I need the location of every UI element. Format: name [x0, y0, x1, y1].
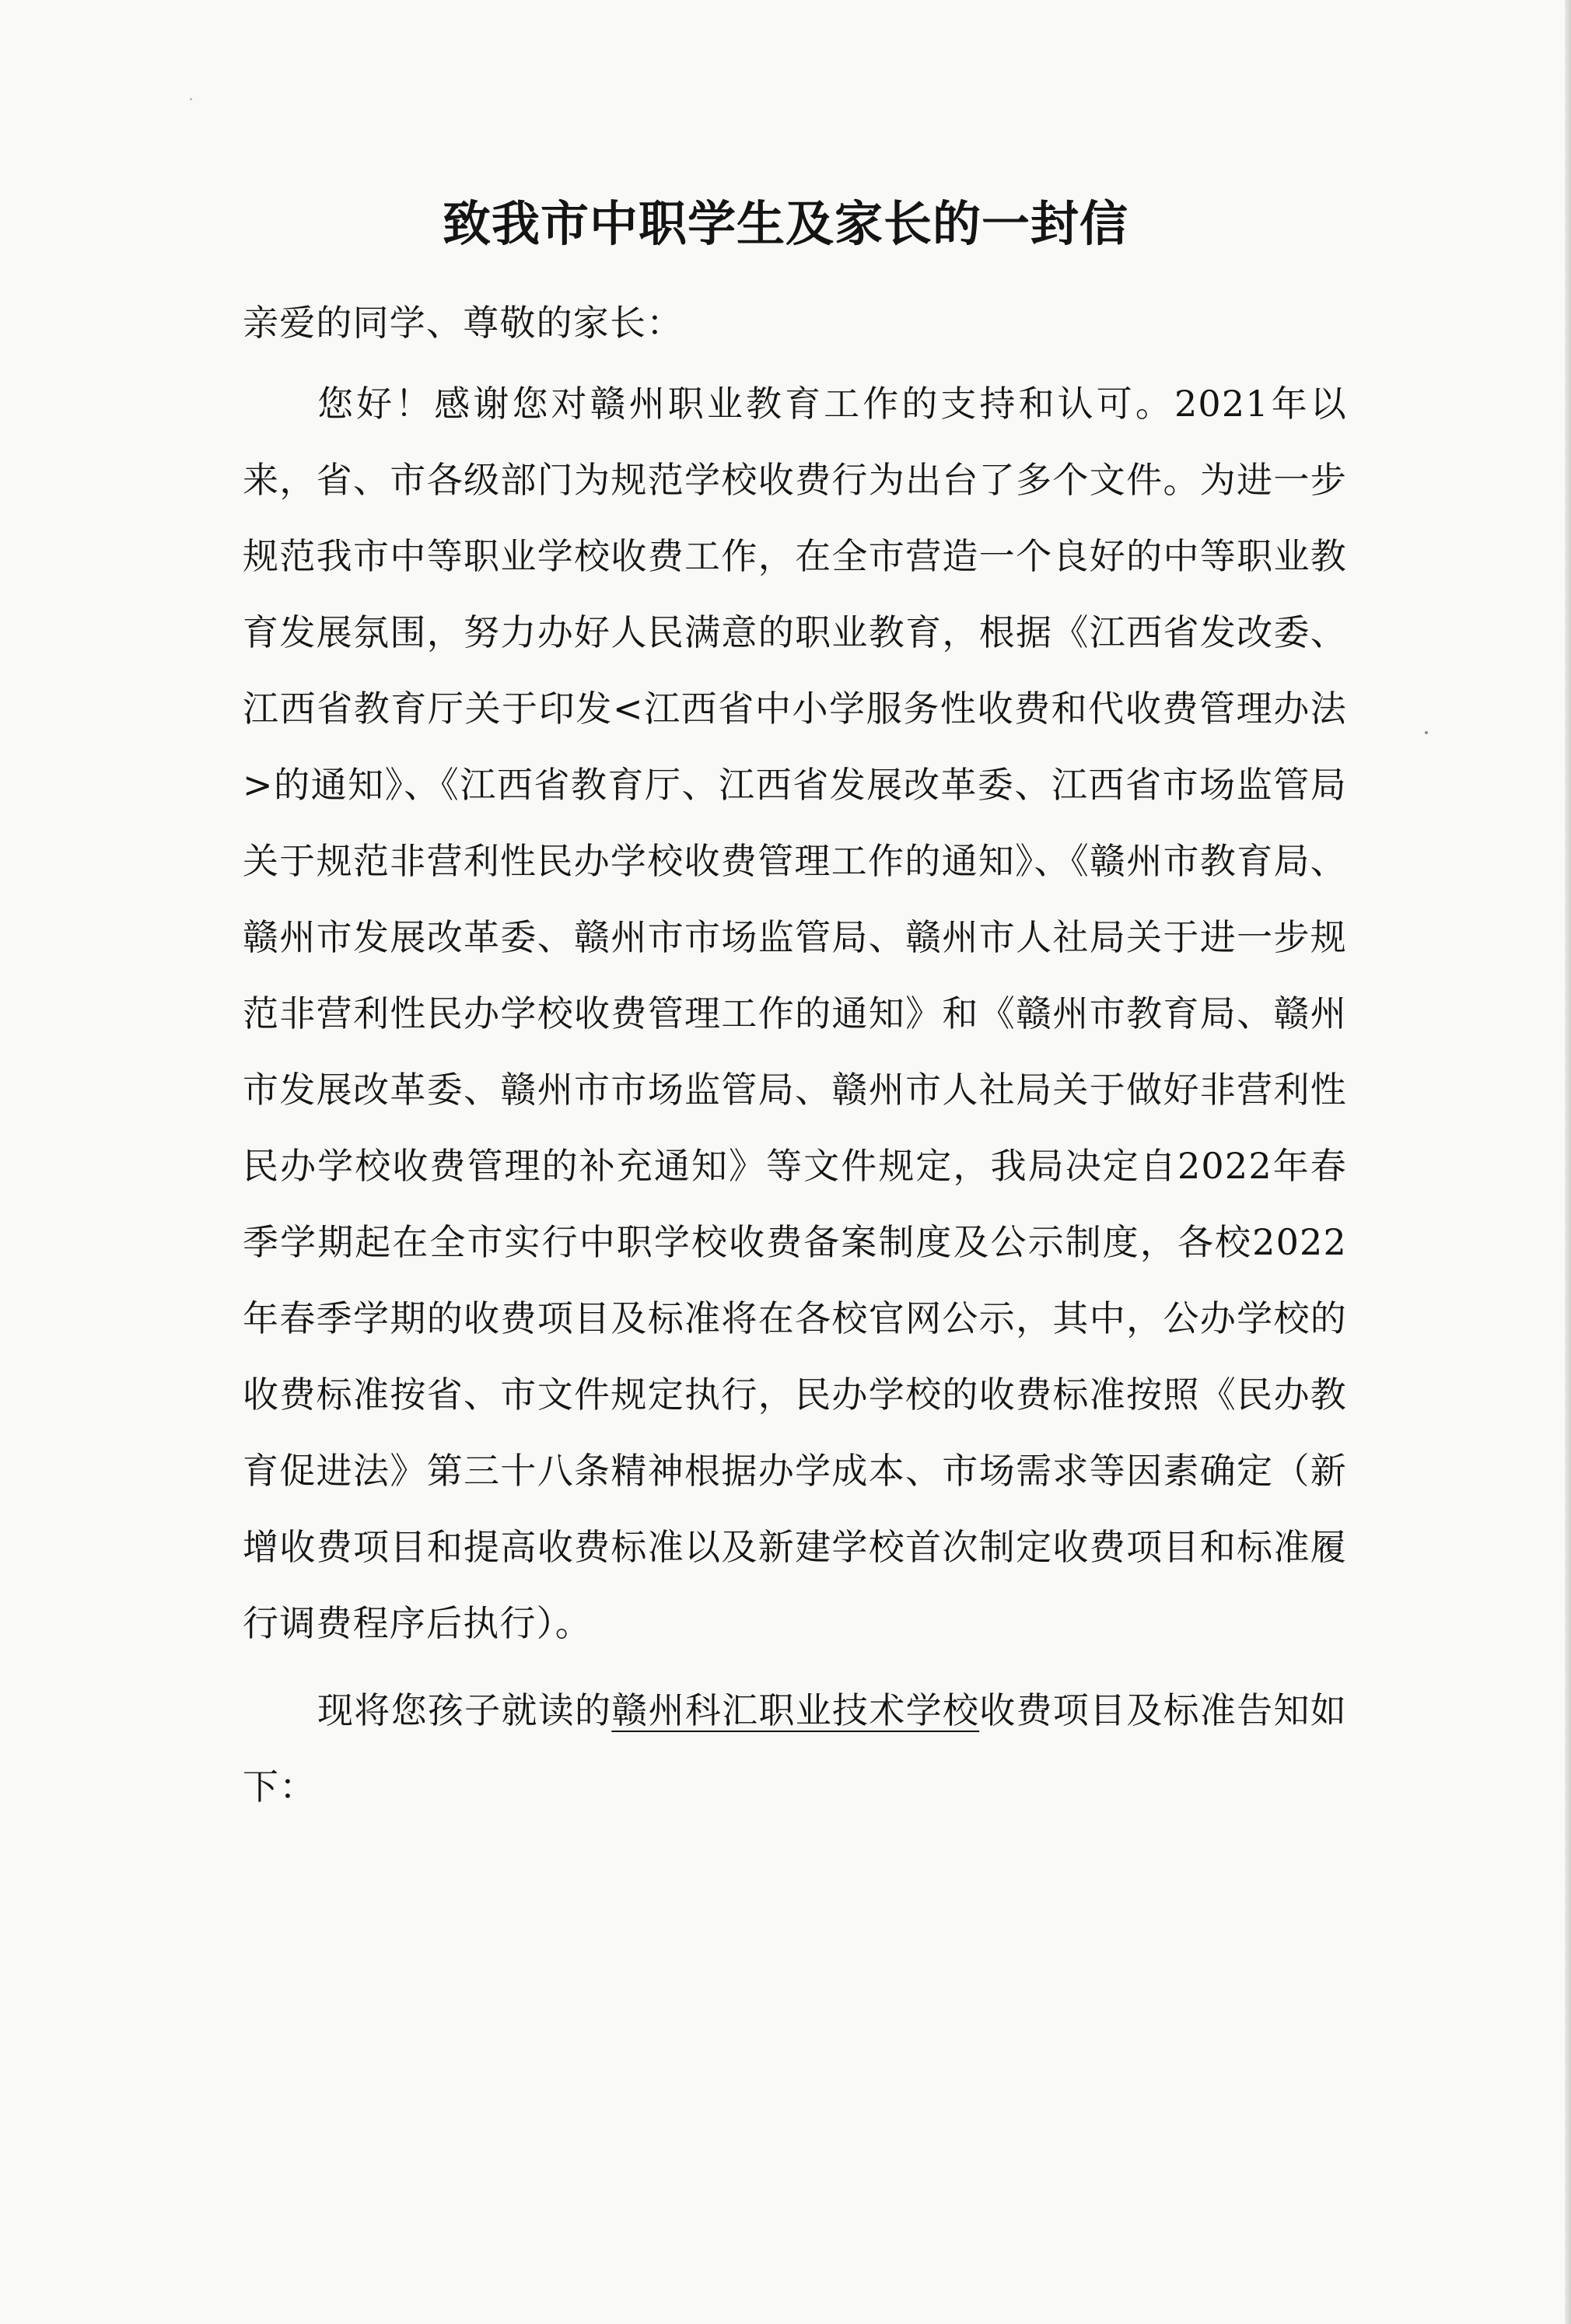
scan-speck: [190, 98, 192, 100]
letter-title: 致我市中职学生及家长的一封信: [442, 195, 1128, 252]
paragraph-2-lead: 现将您孩子就读的: [317, 1689, 612, 1731]
scan-speck: [1425, 731, 1428, 734]
letter-paragraph-2: [243, 1672, 1347, 1825]
salutation: 亲爱的同学、尊敬的家长：: [243, 302, 684, 344]
school-name: 赣州科汇职业技术学校: [611, 1689, 980, 1731]
paragraph-2-tail: 收费项目及标准告知如下：: [243, 1689, 1348, 1808]
letter-paragraph-1: 您好！感谢您对赣州职业教育工作的支持和认可。2021年以来，省、市各级部门为规范学校收费行为出台了多个文件。为进一步规范我市中等职业学校收费工作，在全市营造一个良好的中等职业教育发展氛围，努力办好人民满意的职业教育，根据《江西省发改委、江西省教育厅关于印发<江西省中小学服务性收费和代收费管理办法>的通知》、《江西省教育厅、江西省发展改革委、江西省市场监管局关于规范非营利性民办学校收费管理工作的通知》、《赣州市教育局、赣州市发展改革委、赣州市市场监管局、赣州市人社局关于进一步规范非营利性民办学校收费管理工作的通知》和《赣州市教育局、赣州市发展改革委、赣州市市场监管局、赣州市人社局关于做好非营利性民办学校收费管理的补充通知》等文件规定，我局决定自2022年春季学期起在全市实行中职学校收费备案制度及公示制度，各校2022年春季学期的收费项目及标准将在各校官网公示，其中，公办学校的收费标准按省、市文件规定执行，民办学校的收费标准按照《民办教育促进法》第三十八条精神根据办学成本、市场需求等因素确定（新增收费项目和提高收费标准以及新建学校首次制定收费项目和标准履行调费程序后执行）。: [243, 383, 1347, 1644]
page-edge-shadow: [1565, 0, 1571, 2324]
